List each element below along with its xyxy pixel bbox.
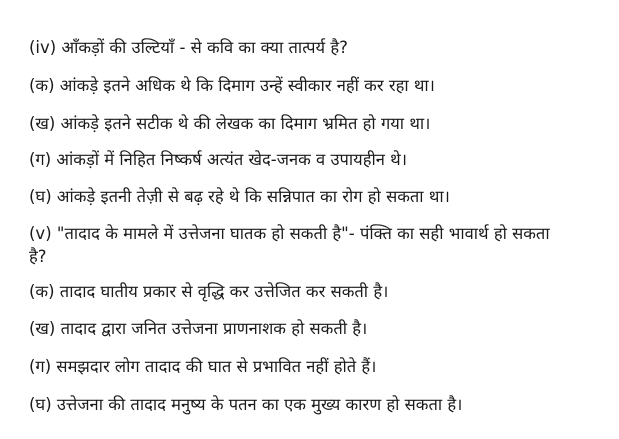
question-iv-option-ka: (क) आंकड़े इतने अधिक थे कि दिमाग उन्हें स्वीकार नहीं कर रहा था। bbox=[29, 76, 435, 95]
question-v-option-ka: (क) तादाद घातीय प्रकार से वृद्धि कर उत्तेजित कर सकती है। bbox=[29, 282, 389, 301]
question-iv-prompt: (iv) आँकड़ों की उल्टियाँ - से कवि का क्या तात्पर्य है? bbox=[29, 38, 348, 57]
question-v-prompt: (v) "तादाद के मामले में उत्तेजना घातक हो सकती है"- पंक्ति का सही भावार्थ हो सकता है? bbox=[29, 224, 550, 266]
question-v-option-ga: (ग) समझदार लोग तादाद की घात से प्रभावित नहीं होते हैं। bbox=[29, 357, 377, 376]
question-v-option-kha: (ख) तादाद द्वारा जनित उत्तेजना प्राणनाशक हो सकती है। bbox=[29, 319, 368, 338]
question-v-option-gha: (घ) उत्तेजना की तादाद मनुष्य के पतन का एक मुख्य कारण हो सकता है। bbox=[29, 395, 463, 414]
question-document bbox=[29, 36, 609, 416]
question-iv-option-gha: (घ) आंकड़े इतनी तेज़ी से बढ़ रहे थे कि सन्निपात का रोग हो सकता था। bbox=[29, 187, 450, 206]
question-iv-option-kha: (ख) आंकड़े इतने सटीक थे की लेखक का दिमाग भ्रमित हो गया था। bbox=[29, 114, 431, 133]
question-iv-option-ga: (ग) आंकड़ों में निहित निष्कर्ष अत्यंत खेद-जनक व उपायहीन थे। bbox=[29, 150, 407, 169]
